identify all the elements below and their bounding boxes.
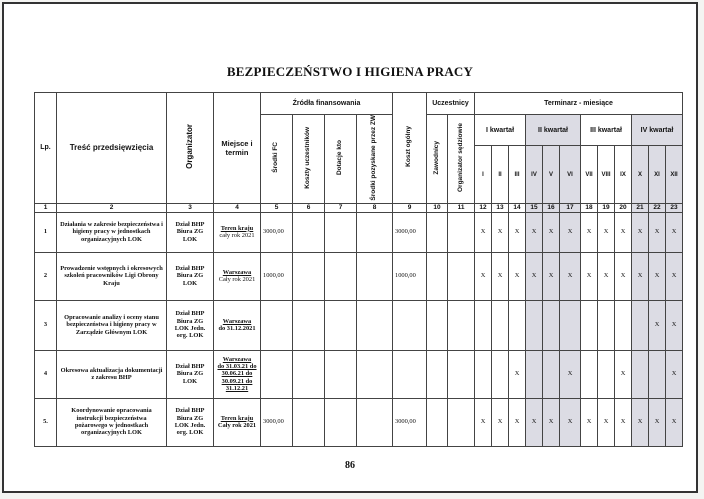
header-srodki-zw: Środki pozyskane przez ZW — [357, 115, 393, 204]
row-organizator: Dział BHP Biura ZG LOK — [167, 350, 214, 398]
header-uczestnicy: Uczestnicy — [427, 93, 475, 115]
month-header: V — [543, 146, 560, 203]
miejsce-main: Teren kraju — [220, 414, 254, 422]
row-srodki-fc: 3000,00 — [261, 212, 293, 252]
row-tresc: Okresowa aktualizacja dokumentacji z zakresu BHP — [57, 350, 167, 398]
row-koszty — [293, 212, 325, 252]
column-number: 1 — [35, 203, 57, 212]
month-cell — [632, 300, 649, 350]
month-cell: X — [492, 252, 509, 300]
table-row — [35, 212, 683, 252]
month-cell — [492, 350, 509, 398]
row-koszty — [293, 398, 325, 446]
column-number: 18 — [581, 203, 598, 212]
header-terminarz: Terminarz - miesiące — [475, 93, 683, 115]
month-cell: X — [526, 398, 543, 446]
schedule-table — [34, 92, 683, 447]
column-number: 8 — [357, 203, 393, 212]
month-cell — [598, 300, 615, 350]
header-miejsce: Miejsce i termin — [214, 93, 261, 204]
month-cell: X — [543, 212, 560, 252]
header-tresc: Treść przedsięwzięcia — [57, 93, 167, 204]
row-koszty — [293, 300, 325, 350]
row-koszty — [293, 350, 325, 398]
row-lp: 2 — [35, 252, 57, 300]
column-number: 7 — [325, 203, 357, 212]
row-dotacje — [325, 398, 357, 446]
miejsce-main: Warszawa — [222, 355, 252, 363]
header-organizator: Organizator — [167, 93, 214, 204]
header-srodki-fc: Środki FC — [261, 115, 293, 204]
month-header: VII — [581, 146, 598, 203]
table-row — [35, 398, 683, 446]
row-srodki-zw — [357, 398, 393, 446]
header-dotacje: Dotacje kto — [325, 115, 357, 204]
month-cell: X — [615, 252, 632, 300]
month-cell: X — [526, 212, 543, 252]
miejsce-sub: do 31.12.2021 — [218, 325, 256, 333]
row-tresc: Działania w zakresie bezpieczeństwa i higieny pracy w jednostkach organizacyjnych LOK — [57, 212, 167, 252]
row-organizator: Dział BHP Biura ZG LOK Jedn. org. LOK — [167, 300, 214, 350]
row-miejsce — [214, 350, 261, 398]
month-cell: X — [666, 212, 683, 252]
header-koszty: Koszty uczestników — [293, 115, 325, 204]
row-organizator: Dział BHP Biura ZG LOK — [167, 212, 214, 252]
header-kwartal-2: II kwartał — [526, 115, 581, 146]
month-cell: X — [543, 252, 560, 300]
month-cell: X — [581, 398, 598, 446]
row-dotacje — [325, 212, 357, 252]
month-cell: X — [666, 300, 683, 350]
month-cell: X — [615, 350, 632, 398]
month-cell: X — [560, 350, 581, 398]
row-organizator: Dział BHP Biura ZG LOK — [167, 252, 214, 300]
column-number: 2 — [57, 203, 167, 212]
row-organizator-sedziowie — [448, 212, 475, 252]
month-cell: X — [475, 252, 492, 300]
row-koszty — [293, 252, 325, 300]
header-zrodla: Źródła finansowania — [261, 93, 393, 115]
row-zawodnicy — [427, 252, 448, 300]
miejsce-sub: cały rok 2021 — [219, 232, 255, 240]
column-number: 19 — [598, 203, 615, 212]
row-miejsce — [214, 252, 261, 300]
header-kwartal-3: III kwartał — [581, 115, 632, 146]
miejsce-main: Warszawa — [222, 268, 252, 276]
column-number: 20 — [615, 203, 632, 212]
header-koszt-ogolny: Koszt ogólny — [393, 93, 427, 204]
header-kwartal-4: IV kwartał — [632, 115, 683, 146]
month-cell: X — [509, 398, 526, 446]
month-header: VIII — [598, 146, 615, 203]
row-koszt-ogolny — [393, 350, 427, 398]
row-srodki-fc — [261, 300, 293, 350]
row-srodki-zw — [357, 212, 393, 252]
row-srodki-fc: 1000,00 — [261, 252, 293, 300]
month-cell — [581, 350, 598, 398]
month-cell: X — [632, 398, 649, 446]
month-cell: X — [492, 212, 509, 252]
month-cell: X — [560, 398, 581, 446]
month-cell: X — [509, 350, 526, 398]
month-header: VI — [560, 146, 581, 203]
row-tresc: Opracowanie analizy i oceny stanu bezpieczeństwa i higieny pracy w Zarządzie Głównym LOK — [57, 300, 167, 350]
row-lp: 1 — [35, 212, 57, 252]
column-number: 3 — [167, 203, 214, 212]
month-cell: X — [649, 398, 666, 446]
column-number: 16 — [543, 203, 560, 212]
month-cell — [543, 350, 560, 398]
month-cell: X — [598, 212, 615, 252]
column-number: 9 — [393, 203, 427, 212]
month-cell: X — [649, 300, 666, 350]
month-cell — [475, 350, 492, 398]
column-number: 6 — [293, 203, 325, 212]
month-header: X — [632, 146, 649, 203]
month-header: IV — [526, 146, 543, 203]
column-number: 10 — [427, 203, 448, 212]
month-cell — [475, 300, 492, 350]
month-header: XI — [649, 146, 666, 203]
row-srodki-fc — [261, 350, 293, 398]
month-cell: X — [598, 252, 615, 300]
month-cell — [581, 300, 598, 350]
row-koszt-ogolny: 3000,00 — [393, 398, 427, 446]
miejsce-main: Warszawa — [222, 317, 252, 325]
column-number: 5 — [261, 203, 293, 212]
column-number: 4 — [214, 203, 261, 212]
table-row — [35, 300, 683, 350]
month-cell: X — [475, 398, 492, 446]
month-header: I — [475, 146, 492, 203]
row-tresc: Prowadzenie wstępnych i okresowych szkoleń pracowników Ligi Obrony Kraju — [57, 252, 167, 300]
row-srodki-fc: 3000,00 — [261, 398, 293, 446]
row-lp: 5. — [35, 398, 57, 446]
month-header: II — [492, 146, 509, 203]
row-organizator-sedziowie — [448, 300, 475, 350]
column-number: 15 — [526, 203, 543, 212]
header-organizator-sedziowie: Organizator sędziowie — [448, 115, 475, 204]
column-number: 23 — [666, 203, 683, 212]
table-row — [35, 350, 683, 398]
column-number: 13 — [492, 203, 509, 212]
row-koszt-ogolny: 3000,00 — [393, 212, 427, 252]
row-organizator-sedziowie — [448, 252, 475, 300]
page-title: BEZPIECZEŃSTWO I HIGIENA PRACY — [226, 64, 474, 79]
month-cell — [526, 350, 543, 398]
miejsce-sub: Cały rok 2021 — [217, 422, 257, 430]
month-cell: X — [581, 212, 598, 252]
table-row — [35, 252, 683, 300]
row-lp: 4 — [35, 350, 57, 398]
row-zawodnicy — [427, 300, 448, 350]
column-number-row — [35, 203, 683, 212]
row-srodki-zw — [357, 350, 393, 398]
miejsce-sub: do 31.03.21 do 30.06.21 do 30.09.21 do 31.12.21 — [217, 363, 257, 393]
month-cell: X — [560, 212, 581, 252]
month-cell: X — [509, 252, 526, 300]
column-number: 12 — [475, 203, 492, 212]
month-cell: X — [666, 398, 683, 446]
month-cell — [598, 350, 615, 398]
month-cell: X — [475, 212, 492, 252]
month-cell: X — [666, 252, 683, 300]
month-cell: X — [649, 252, 666, 300]
row-dotacje — [325, 300, 357, 350]
column-number: 21 — [632, 203, 649, 212]
row-miejsce — [214, 212, 261, 252]
month-cell — [509, 300, 526, 350]
month-cell — [649, 350, 666, 398]
month-header: XII — [666, 146, 683, 203]
month-cell — [615, 300, 632, 350]
header-kwartal-1: I kwartał — [475, 115, 526, 146]
month-cell — [632, 350, 649, 398]
month-cell: X — [581, 252, 598, 300]
row-zawodnicy — [427, 398, 448, 446]
month-cell: X — [492, 398, 509, 446]
column-number: 17 — [560, 203, 581, 212]
month-cell: X — [509, 212, 526, 252]
month-cell: X — [615, 398, 632, 446]
month-cell: X — [526, 252, 543, 300]
month-cell: X — [649, 212, 666, 252]
row-dotacje — [325, 252, 357, 300]
month-cell — [560, 300, 581, 350]
month-cell: X — [598, 398, 615, 446]
month-header: IX — [615, 146, 632, 203]
row-srodki-zw — [357, 252, 393, 300]
row-zawodnicy — [427, 350, 448, 398]
row-dotacje — [325, 350, 357, 398]
row-tresc: Koordynowanie opracowania instrukcji bezpieczeństwa pożarowego w jednostkach organizacyjnych LOK — [57, 398, 167, 446]
month-cell — [492, 300, 509, 350]
column-number: 11 — [448, 203, 475, 212]
header-zawodnicy: Zawodnicy — [427, 115, 448, 204]
miejsce-main: Teren kraju — [220, 224, 254, 232]
row-organizator: Dział BHP Biura ZG LOK Jedn. org. LOK — [167, 398, 214, 446]
row-lp: 3 — [35, 300, 57, 350]
column-number: 14 — [509, 203, 526, 212]
row-miejsce — [214, 398, 261, 446]
row-zawodnicy — [427, 212, 448, 252]
month-cell: X — [560, 252, 581, 300]
row-koszt-ogolny: 1000,00 — [393, 252, 427, 300]
month-cell — [543, 300, 560, 350]
month-cell: X — [666, 350, 683, 398]
row-organizator-sedziowie — [448, 350, 475, 398]
row-organizator-sedziowie — [448, 398, 475, 446]
header-lp: Lp. — [35, 93, 57, 204]
document-page — [2, 2, 698, 493]
month-header: III — [509, 146, 526, 203]
month-cell — [526, 300, 543, 350]
month-cell: X — [543, 398, 560, 446]
miejsce-sub: Cały rok 2021 — [218, 276, 256, 284]
column-number: 22 — [649, 203, 666, 212]
month-cell: X — [632, 212, 649, 252]
row-koszt-ogolny — [393, 300, 427, 350]
month-cell: X — [632, 252, 649, 300]
month-cell: X — [615, 212, 632, 252]
row-srodki-zw — [357, 300, 393, 350]
page-number: 86 — [345, 460, 355, 471]
row-miejsce — [214, 300, 261, 350]
